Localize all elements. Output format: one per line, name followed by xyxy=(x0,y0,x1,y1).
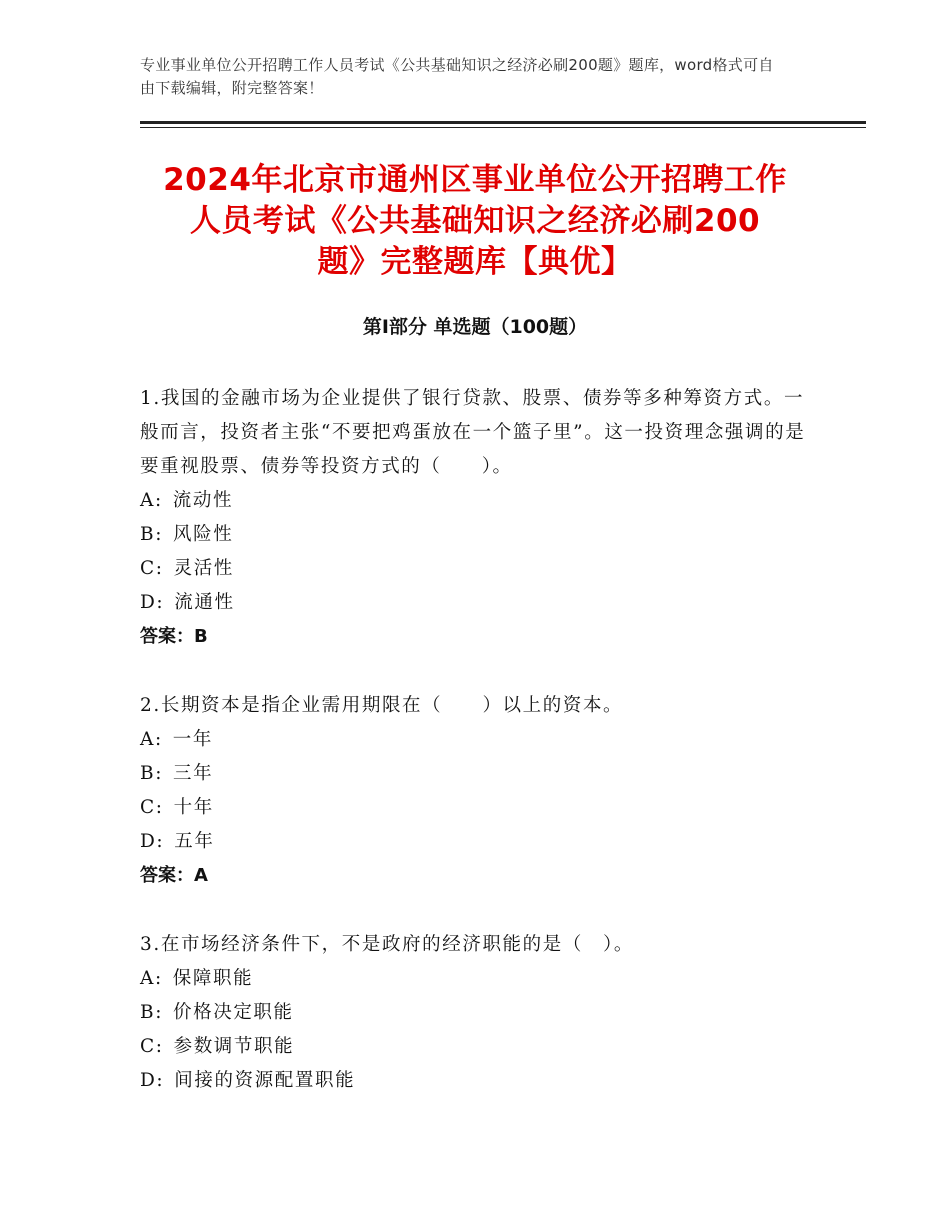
option-c xyxy=(140,791,820,825)
option-text: 参数调节职能 xyxy=(173,1036,295,1057)
option-b xyxy=(140,757,820,791)
option-letter: D: xyxy=(140,831,165,852)
main-title-line-2: 人员考试《公共基础知识之经济必刷200 xyxy=(189,203,761,239)
option-text: 价格决定职能 xyxy=(173,1002,294,1023)
option-d xyxy=(140,1064,820,1098)
option-a xyxy=(140,962,820,996)
question-2 xyxy=(140,689,820,893)
document-header: 专业事业单位公开招聘工作人员考试《公共基础知识之经济必刷200题》题库，word格式可自由下载编辑，附完整答案！ xyxy=(140,56,774,97)
header-rule-thick xyxy=(140,121,866,124)
option-text: 风险性 xyxy=(173,524,234,545)
option-letter: C: xyxy=(140,558,164,579)
option-b xyxy=(140,996,820,1030)
option-letter: B: xyxy=(140,763,164,784)
header-rule-thin xyxy=(140,127,866,128)
option-text: 间接的资源配置职能 xyxy=(174,1070,356,1091)
option-text: 三年 xyxy=(173,763,214,784)
question-3 xyxy=(140,928,820,1098)
option-text: 保障职能 xyxy=(172,968,254,989)
option-text: 一年 xyxy=(172,729,213,750)
main-title-line-3: 题》完整题库【典优】 xyxy=(317,244,633,280)
option-letter: C: xyxy=(140,797,164,818)
option-letter: B: xyxy=(140,524,164,545)
question-1 xyxy=(140,382,820,654)
option-text: 五年 xyxy=(174,831,215,852)
question-stem: 1.我国的金融市场为企业提供了银行贷款、股票、债券等多种筹资方式。一般而言，投资者主张“不要把鸡蛋放在一个篮子里”。这一投资理念强调的是要重视股票、债券等投资方式的（ ）。 xyxy=(140,388,806,477)
option-letter: D: xyxy=(140,592,165,613)
question-list xyxy=(140,382,820,1133)
option-a xyxy=(140,723,820,757)
option-letter: C: xyxy=(140,1036,164,1057)
option-letter: A: xyxy=(140,729,163,750)
option-a xyxy=(140,484,820,518)
option-b xyxy=(140,518,820,552)
option-text: 十年 xyxy=(173,797,214,818)
answer-line: 答案：B xyxy=(140,626,208,647)
question-stem: 3.在市场经济条件下，不是政府的经济职能的是（ ）。 xyxy=(140,934,635,955)
main-title-line-1: 2024年北京市通州区事业单位公开招聘工作 xyxy=(163,162,787,198)
option-c xyxy=(140,1030,820,1064)
option-letter: B: xyxy=(140,1002,164,1023)
main-title xyxy=(130,160,820,283)
option-text: 流动性 xyxy=(172,490,234,511)
question-stem: 2.长期资本是指企业需用期限在（ ）以上的资本。 xyxy=(140,695,624,716)
option-text: 流通性 xyxy=(174,592,235,613)
option-letter: A: xyxy=(140,490,163,511)
option-c xyxy=(140,552,820,586)
answer-line: 答案：A xyxy=(140,865,208,886)
option-d xyxy=(140,825,820,859)
option-letter: D: xyxy=(140,1070,165,1091)
option-letter: A: xyxy=(140,968,163,989)
option-d xyxy=(140,586,820,620)
option-text: 灵活性 xyxy=(173,558,234,579)
section-title: 第Ⅰ部分 单选题（100题） xyxy=(362,316,588,338)
